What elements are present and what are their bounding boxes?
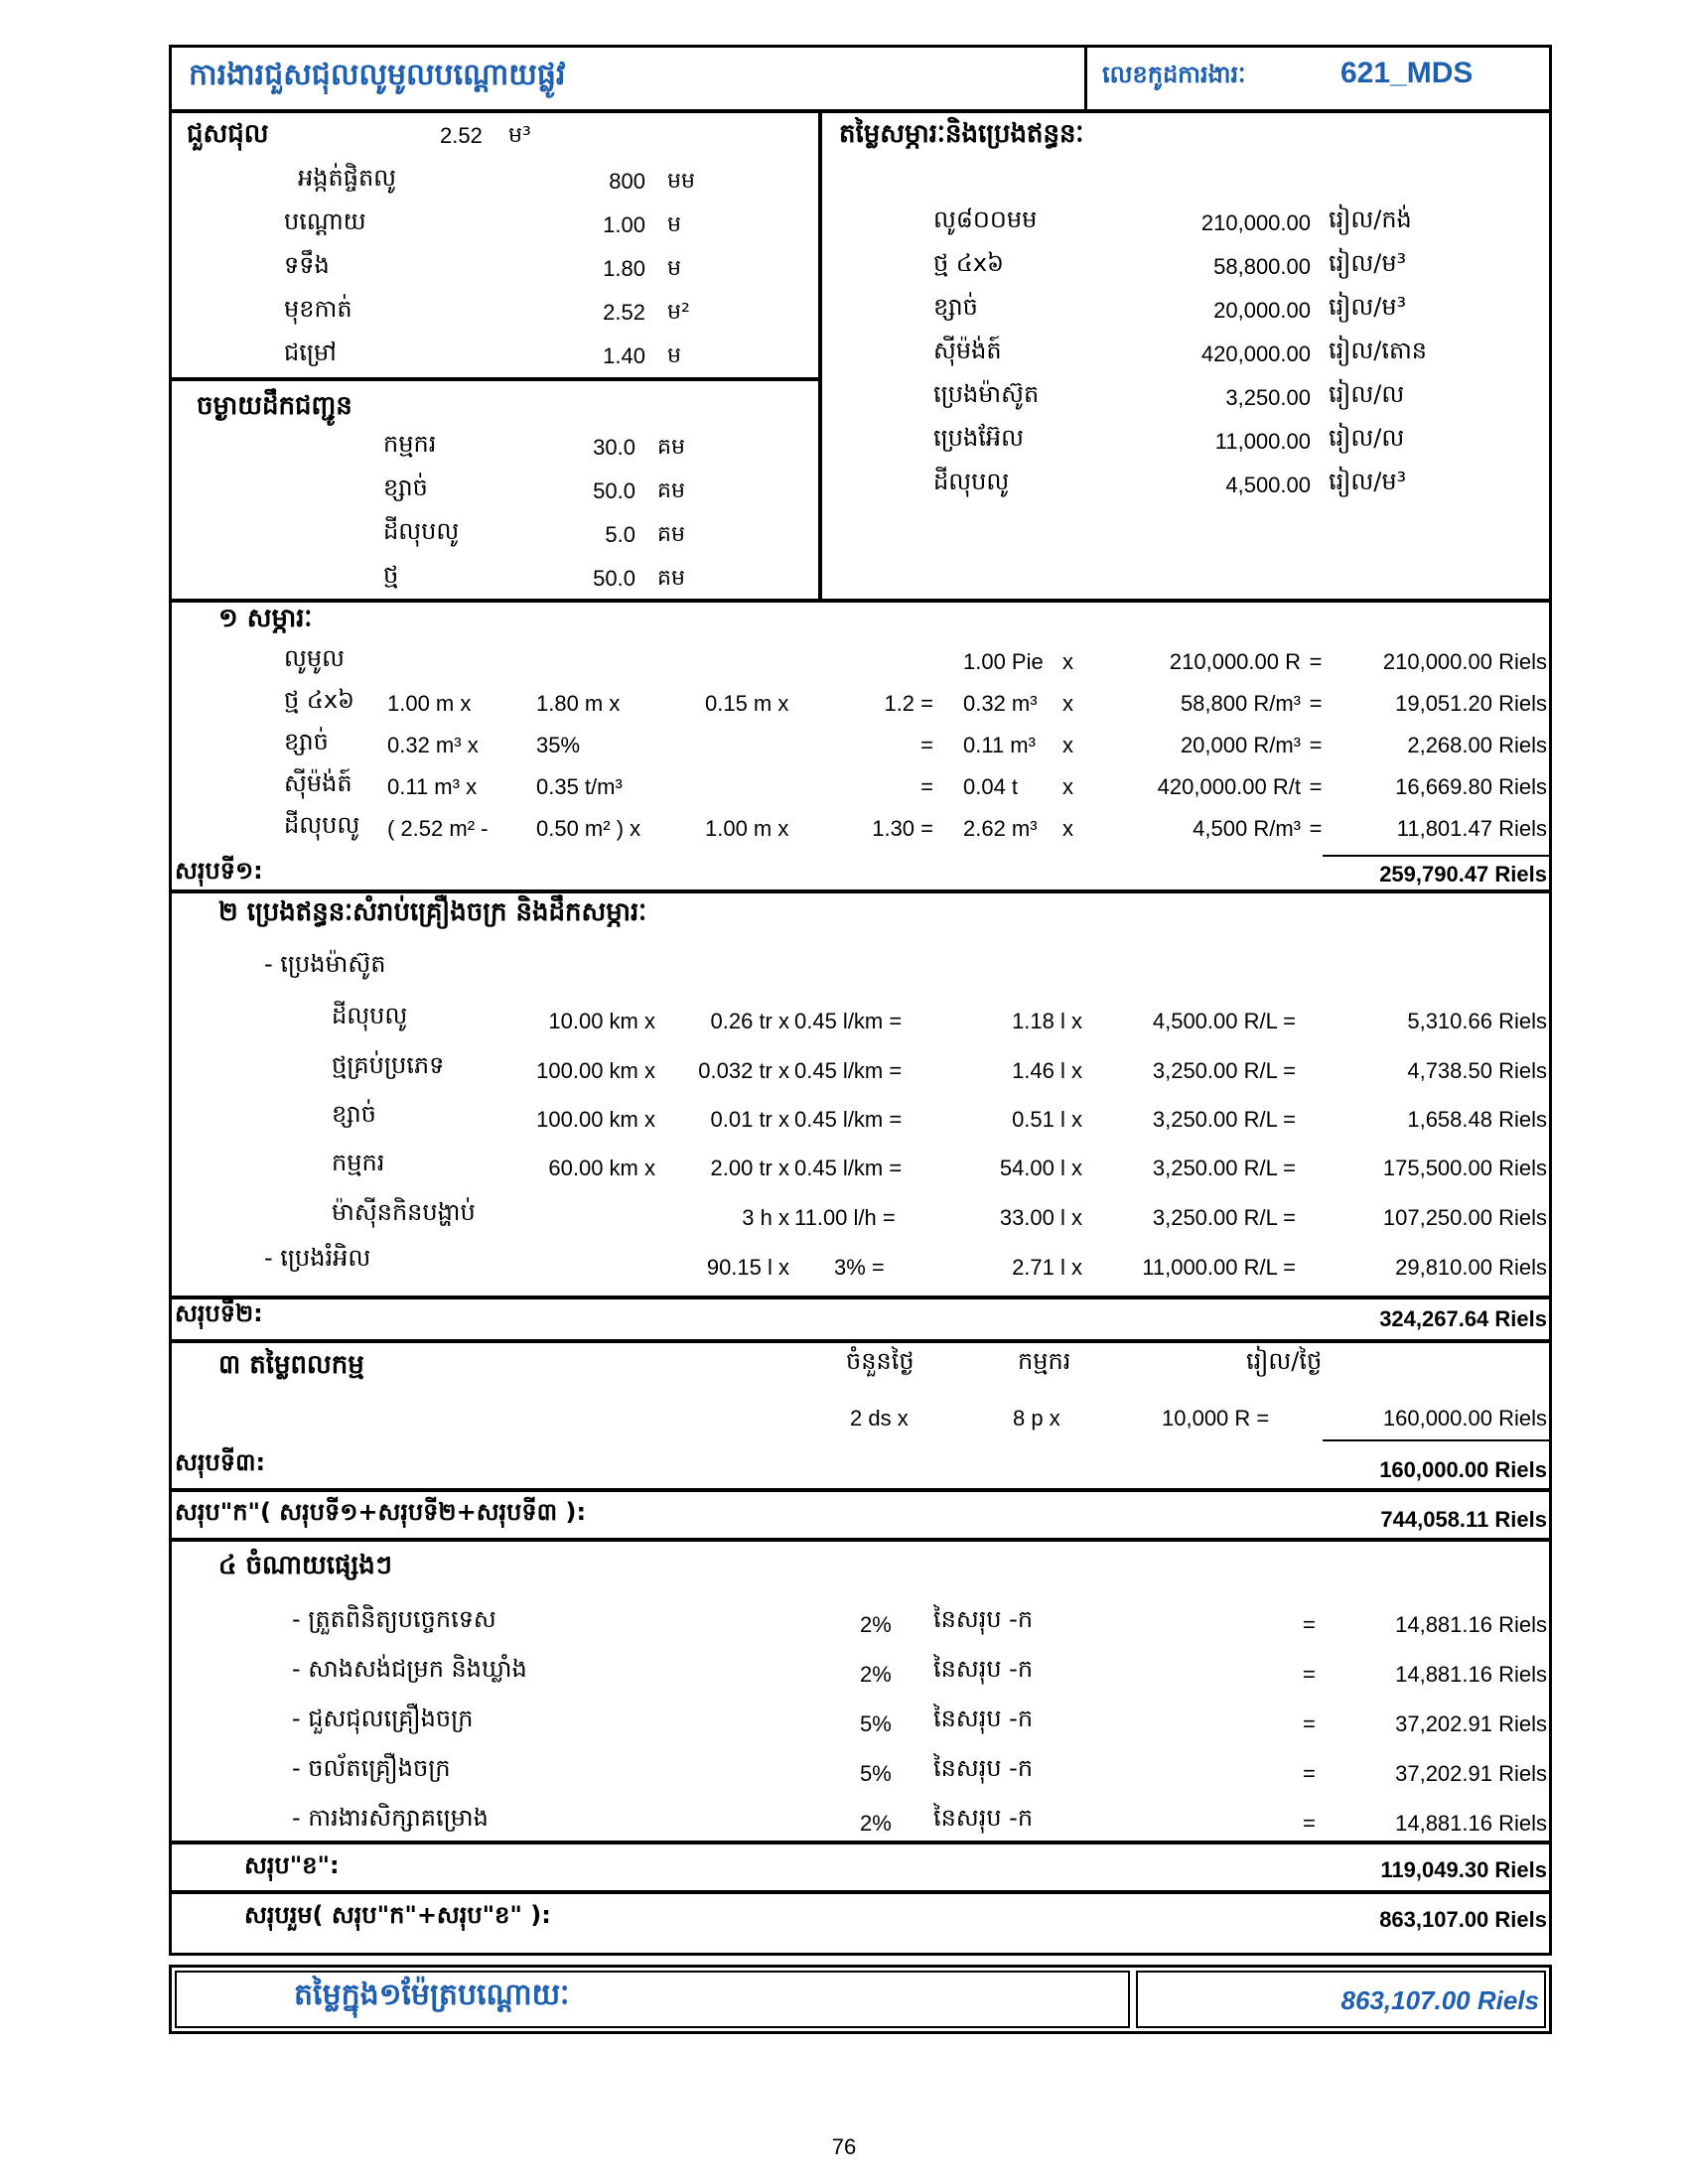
- total-a-label: សរុប"ក"( សរុបទី១+សរុបទី២+សរុបទី៣ ):: [175, 1498, 587, 1526]
- material-row-cell: =: [1309, 691, 1323, 716]
- fuel-row-cell: 0.26 tr x: [710, 1009, 789, 1033]
- fuel-row-cell: 100.00 km x: [536, 1058, 655, 1083]
- distance-item-label: ថ្ម: [383, 561, 399, 589]
- fuel-subtotal-value: 324,267.64 Riels: [1379, 1306, 1547, 1331]
- material-row-cell: 0.11 m³: [963, 733, 1036, 757]
- distance-item-label: ដីលុបលូ: [383, 517, 460, 545]
- materials-title: ១ សម្ភារៈ: [218, 604, 313, 633]
- fuel-row-cell: 3,250.00 R/L =: [1152, 1205, 1296, 1230]
- price-item-value: 210,000.00: [1200, 210, 1311, 235]
- fuel-row-cell: 33.00 l x: [999, 1205, 1082, 1230]
- repair-item-label: អង្កត់ផ្ចិតលូ: [298, 164, 397, 192]
- distance-item-value: 30.0: [593, 435, 635, 460]
- materials-sum-line: [1323, 855, 1552, 857]
- material-row-cell: 0.15 m x: [705, 691, 789, 716]
- misc-item-equals: =: [1303, 1662, 1316, 1687]
- material-row-cell: 19,051.20 Riels: [1395, 691, 1547, 716]
- work-code-label: លេខកូដការងារៈ: [1102, 61, 1246, 88]
- total-b-divider: [169, 1890, 1552, 1894]
- fuel-row-label: ខ្សាច់: [332, 1100, 376, 1128]
- misc-item-pct: 5%: [860, 1711, 892, 1736]
- labor-title: ៣ តម្លៃពលកម្ម: [218, 1350, 364, 1380]
- material-row-cell: 58,800 R/m³: [1180, 691, 1301, 716]
- repair-value: 2.52: [440, 123, 483, 148]
- misc-item-of: នៃសរុប -ក: [933, 1804, 1034, 1832]
- repair-unit: ម³: [508, 123, 531, 148]
- grand-total-value: 863,107.00 Riels: [1379, 1907, 1547, 1932]
- material-row-cell: 1.2 =: [884, 691, 933, 716]
- price-item-unit: រៀល/ម³: [1329, 249, 1407, 277]
- material-row-cell: x: [1062, 816, 1073, 841]
- fuel-bottom-divider: [169, 1296, 1552, 1299]
- misc-item-pct: 5%: [860, 1761, 892, 1786]
- price-item-value: 20,000.00: [1213, 298, 1311, 323]
- fuel-row-cell: 3,250.00 R/L =: [1152, 1156, 1296, 1180]
- price-item-label: ប្រេងអ៊ែល: [933, 424, 1024, 452]
- materials-top-divider: [169, 599, 1552, 603]
- misc-item-value: 14,881.16 Riels: [1395, 1662, 1547, 1687]
- total-a-value: 744,058.11 Riels: [1380, 1507, 1547, 1532]
- material-row-cell: =: [1309, 774, 1323, 799]
- labor-subtotal-value: 160,000.00 Riels: [1379, 1457, 1547, 1482]
- material-row-cell: 0.35 t/m³: [536, 774, 623, 799]
- grand-total-label: សរុបរួម( សរុប"ក"+សរុប"ខ" ):: [244, 1901, 551, 1929]
- material-row-cell: 1.80 m x: [536, 691, 621, 716]
- fuel-row-cell: 4,738.50 Riels: [1407, 1058, 1547, 1083]
- repair-item-label: មុខកាត់: [284, 295, 352, 323]
- repair-item-unit: ម: [667, 343, 681, 368]
- labor-sum-line: [1323, 1439, 1552, 1441]
- material-row-cell: ( 2.52 m² -: [387, 816, 489, 841]
- fuel-row-label: ថ្មគ្រប់ប្រភេទ: [332, 1051, 445, 1079]
- fuel-row-cell: 3,250.00 R/L =: [1152, 1058, 1296, 1083]
- misc-item-label: - ជួសជុលគ្រឿងចក្រ: [292, 1705, 474, 1732]
- price-item-value: 420,000.00: [1200, 341, 1311, 366]
- fuel-row-cell: 0.51 l x: [1012, 1107, 1082, 1132]
- misc-item-equals: =: [1303, 1711, 1316, 1736]
- material-row-cell: 0.32 m³: [963, 691, 1038, 716]
- misc-title: ៤ ចំណាយផ្សេងៗ: [218, 1551, 392, 1580]
- fuel-row-cell: 1.18 l x: [1012, 1009, 1082, 1033]
- repair-item-value: 1.80: [603, 256, 645, 281]
- fuel-row-label: ដីលុបលូ: [332, 1002, 408, 1029]
- fuel-row-cell: 0.032 tr x: [698, 1058, 789, 1083]
- material-row-cell: 0.04 t: [963, 774, 1019, 799]
- material-row-cell: 16,669.80 Riels: [1395, 774, 1547, 799]
- misc-item-value: 14,881.16 Riels: [1395, 1612, 1547, 1637]
- per-meter-value: 863,107.00 Riels: [1340, 1985, 1539, 2015]
- material-row-label: ខ្សាច់: [284, 728, 329, 755]
- price-item-label: លូ៨០០មម: [933, 205, 1038, 233]
- repair-item-unit: ម²: [667, 300, 690, 325]
- oil-row-cell: 90.15 l x: [706, 1255, 789, 1280]
- fuel-row-cell: 5,310.66 Riels: [1407, 1009, 1547, 1033]
- price-item-value: 4,500.00: [1225, 473, 1311, 497]
- distance-item-unit: គម: [657, 435, 685, 460]
- page-number: 76: [831, 2134, 857, 2159]
- misc-item-equals: =: [1303, 1811, 1316, 1836]
- oil-row-cell: 3% =: [834, 1255, 885, 1280]
- distance-item-value: 5.0: [605, 522, 635, 547]
- per-meter-label: តម្លៃក្នុង១ម៉ែត្របណ្តោយៈ: [294, 1978, 570, 2012]
- labor-subtotal-label: សរុបទី៣:: [175, 1448, 266, 1476]
- material-row-cell: 210,000.00 Riels: [1382, 649, 1547, 674]
- material-row-cell: 2,268.00 Riels: [1407, 733, 1547, 757]
- total-b-label: សរុប"ខ":: [244, 1851, 340, 1879]
- fuel-row-cell: 3 h x: [742, 1205, 789, 1230]
- fuel-row-cell: 4,500.00 R/L =: [1152, 1009, 1296, 1033]
- fuel-row-cell: 11.00 l/h =: [794, 1205, 896, 1230]
- misc-item-label: - ចល័តគ្រឿងចក្រ: [292, 1754, 451, 1782]
- repair-distance-divider: [169, 377, 820, 381]
- fuel-row-cell: 60.00 km x: [548, 1156, 655, 1180]
- fuel-row-cell: 0.45 l/km =: [794, 1009, 903, 1033]
- material-row-cell: 11,801.47 Riels: [1396, 816, 1547, 841]
- top-section-divider: [818, 111, 822, 600]
- material-row-cell: x: [1062, 691, 1073, 716]
- misc-item-label: - សាងសង់ជម្រក និងឃ្លាំង: [292, 1655, 527, 1683]
- repair-item-value: 1.40: [603, 343, 645, 368]
- repair-item-unit: ម: [667, 256, 681, 281]
- price-item-label: ដីលុបលូ: [933, 468, 1010, 495]
- misc-item-of: នៃសរុប -ក: [933, 1754, 1034, 1782]
- price-item-label: ខ្សាច់: [933, 293, 978, 321]
- fuel-row-cell: 1.46 l x: [1012, 1058, 1082, 1083]
- material-row-cell: 420,000.00 R/t: [1157, 774, 1301, 799]
- fuel-row-label: ម៉ាស៊ីនកិនបង្ហាប់: [332, 1198, 476, 1226]
- material-row-cell: 210,000.00 R: [1169, 649, 1301, 674]
- price-item-value: 3,250.00: [1225, 385, 1311, 410]
- price-item-unit: រៀល/កង់: [1329, 205, 1412, 233]
- misc-item-of: នៃសរុប -ក: [933, 1655, 1034, 1683]
- labor-workers-header: កម្មករ: [1018, 1347, 1071, 1375]
- distance-item-value: 50.0: [593, 478, 635, 503]
- material-row-cell: 1.00 Pie: [963, 649, 1044, 674]
- material-row-cell: 0.32 m³ x: [387, 733, 479, 757]
- material-row-cell: x: [1062, 649, 1073, 674]
- misc-item-equals: =: [1303, 1761, 1316, 1786]
- fuel-top-divider: [169, 889, 1552, 893]
- fuel-row-cell: 0.45 l/km =: [794, 1107, 903, 1132]
- fuel-subtotal-label: សរុបទី២:: [175, 1299, 263, 1327]
- oil-row-cell: 29,810.00 Riels: [1395, 1255, 1547, 1280]
- header-vertical-divider: [1084, 45, 1087, 111]
- repair-item-value: 1.00: [603, 212, 645, 237]
- misc-bottom-divider: [169, 1841, 1552, 1844]
- distance-item-unit: គម: [657, 522, 685, 547]
- repair-label: ជួសជុល: [187, 119, 269, 149]
- header-divider: [169, 109, 1552, 113]
- material-row-cell: 35%: [536, 733, 581, 757]
- material-row-cell: 0.50 m² ) x: [536, 816, 641, 841]
- price-item-unit: រៀល/តោន: [1329, 337, 1428, 364]
- fuel-row-label: កម្មករ: [332, 1149, 385, 1176]
- labor-bottom-divider: [169, 1488, 1552, 1492]
- work-code-value: 621_MDS: [1340, 57, 1474, 89]
- labor-top-divider: [169, 1339, 1552, 1343]
- repair-item-label: បណ្តោយ: [284, 207, 366, 235]
- total-a-divider: [169, 1538, 1552, 1542]
- fuel-row-cell: 10.00 km x: [548, 1009, 655, 1033]
- price-item-unit: រៀល/ម³: [1329, 468, 1407, 495]
- material-row-label: ស៊ីម៉ង់ត៍: [284, 769, 352, 797]
- repair-item-label: ជម្រៅ: [284, 339, 337, 366]
- fuel-row-cell: 3,250.00 R/L =: [1152, 1107, 1296, 1132]
- repair-item-value: 2.52: [603, 300, 645, 325]
- misc-item-value: 37,202.91 Riels: [1395, 1711, 1547, 1736]
- material-row-cell: x: [1062, 733, 1073, 757]
- repair-item-value: 800: [609, 169, 645, 194]
- labor-workers: 8 p x: [1013, 1406, 1060, 1431]
- misc-item-label: - ត្រួតពិនិត្យបច្ចេកទេស: [292, 1605, 496, 1633]
- fuel-row-cell: 0.45 l/km =: [794, 1156, 903, 1180]
- total-b-value: 119,049.30 Riels: [1380, 1857, 1547, 1882]
- labor-rate: 10,000 R =: [1162, 1406, 1270, 1431]
- repair-item-unit: ម: [667, 212, 681, 237]
- repair-item-unit: មម: [667, 169, 695, 194]
- misc-item-equals: =: [1303, 1612, 1316, 1637]
- distance-item-label: ខ្សាច់: [383, 474, 428, 501]
- materials-subtotal-label: សរុបទី១:: [175, 857, 263, 885]
- price-item-unit: រៀល/ល: [1329, 424, 1405, 452]
- distance-item-unit: គម: [657, 478, 685, 503]
- material-row-cell: =: [1309, 733, 1323, 757]
- misc-item-value: 14,881.16 Riels: [1395, 1811, 1547, 1836]
- misc-item-of: នៃសរុប -ក: [933, 1605, 1034, 1633]
- material-row-label: ដីលុបលូ: [284, 811, 360, 839]
- price-item-label: ស៊ីម៉ង់ត៍: [933, 337, 1002, 364]
- price-item-unit: រៀល/ម³: [1329, 293, 1407, 321]
- fuel-row-cell: 107,250.00 Riels: [1382, 1205, 1547, 1230]
- fuel-row-cell: 100.00 km x: [536, 1107, 655, 1132]
- fuel-row-cell: 1,658.48 Riels: [1407, 1107, 1547, 1132]
- repair-item-label: ទទឹង: [284, 251, 330, 279]
- material-row-cell: 2.62 m³: [963, 816, 1038, 841]
- price-item-label: ប្រេងម៉ាស៊ូត: [933, 380, 1040, 408]
- price-item-unit: រៀល/ល: [1329, 380, 1405, 408]
- misc-item-value: 37,202.91 Riels: [1395, 1761, 1547, 1786]
- distance-title: ចម្ងាយដឹកជញ្ជូន: [197, 391, 352, 421]
- distance-item-label: កម្មករ: [383, 430, 437, 458]
- material-row-cell: x: [1062, 774, 1073, 799]
- material-row-cell: 1.00 m x: [705, 816, 789, 841]
- material-row-cell: 1.30 =: [872, 816, 933, 841]
- distance-item-unit: គម: [657, 566, 685, 591]
- fuel-row-cell: 0.01 tr x: [710, 1107, 789, 1132]
- misc-item-pct: 2%: [860, 1811, 892, 1836]
- price-item-value: 11,000.00: [1214, 429, 1311, 454]
- material-row-cell: =: [920, 733, 933, 757]
- material-row-label: ថ្ម ៤x៦: [284, 686, 355, 714]
- material-row-cell: 1.00 m x: [387, 691, 472, 716]
- misc-item-of: នៃសរុប -ក: [933, 1705, 1034, 1732]
- oil-label: - ប្រេងរំអិល: [264, 1244, 371, 1272]
- oil-row-cell: 2.71 l x: [1012, 1255, 1082, 1280]
- misc-item-pct: 2%: [860, 1662, 892, 1687]
- oil-row-cell: 11,000.00 R/L =: [1142, 1255, 1296, 1280]
- page-title: ការងារជួសជុលលូមូលបណ្តោយផ្លូវ: [189, 58, 566, 92]
- labor-total: 160,000.00 Riels: [1382, 1406, 1547, 1431]
- materials-subtotal-value: 259,790.47 Riels: [1379, 862, 1547, 887]
- price-item-value: 58,800.00: [1213, 254, 1311, 279]
- material-row-cell: 4,500 R/m³: [1193, 816, 1301, 841]
- distance-item-value: 50.0: [593, 566, 635, 591]
- material-row-cell: =: [1309, 649, 1323, 674]
- material-row-label: លូមូល: [284, 644, 345, 672]
- material-row-cell: 20,000 R/m³: [1180, 733, 1301, 757]
- labor-days-header: ចំនួនថ្ងៃ: [846, 1347, 914, 1375]
- fuel-row-cell: 0.45 l/km =: [794, 1058, 903, 1083]
- prices-title: តម្លៃសម្ភារៈនិងប្រេងឥន្ធនៈ: [839, 119, 1084, 149]
- labor-rate-header: រៀល/ថ្ងៃ: [1246, 1347, 1323, 1375]
- fuel-row-cell: 2.00 tr x: [710, 1156, 789, 1180]
- labor-days: 2 ds x: [850, 1406, 909, 1431]
- material-row-cell: =: [920, 774, 933, 799]
- fuel-row-cell: 54.00 l x: [999, 1156, 1082, 1180]
- fuel-row-cell: 175,500.00 Riels: [1382, 1156, 1547, 1180]
- misc-item-pct: 2%: [860, 1612, 892, 1637]
- price-item-label: ថ្ម ៤x៦: [933, 249, 1005, 277]
- misc-item-label: - ការងារសិក្សាគម្រោង: [292, 1804, 489, 1832]
- diesel-label: - ប្រេងម៉ាស៊ូត: [264, 950, 386, 978]
- material-row-cell: 0.11 m³ x: [387, 774, 478, 799]
- material-row-cell: =: [1309, 816, 1323, 841]
- fuel-title: ២ ប្រេងឥន្ធនៈសំរាប់គ្រឿងចក្រ និងដឹកសម្ភារៈ: [218, 897, 647, 927]
